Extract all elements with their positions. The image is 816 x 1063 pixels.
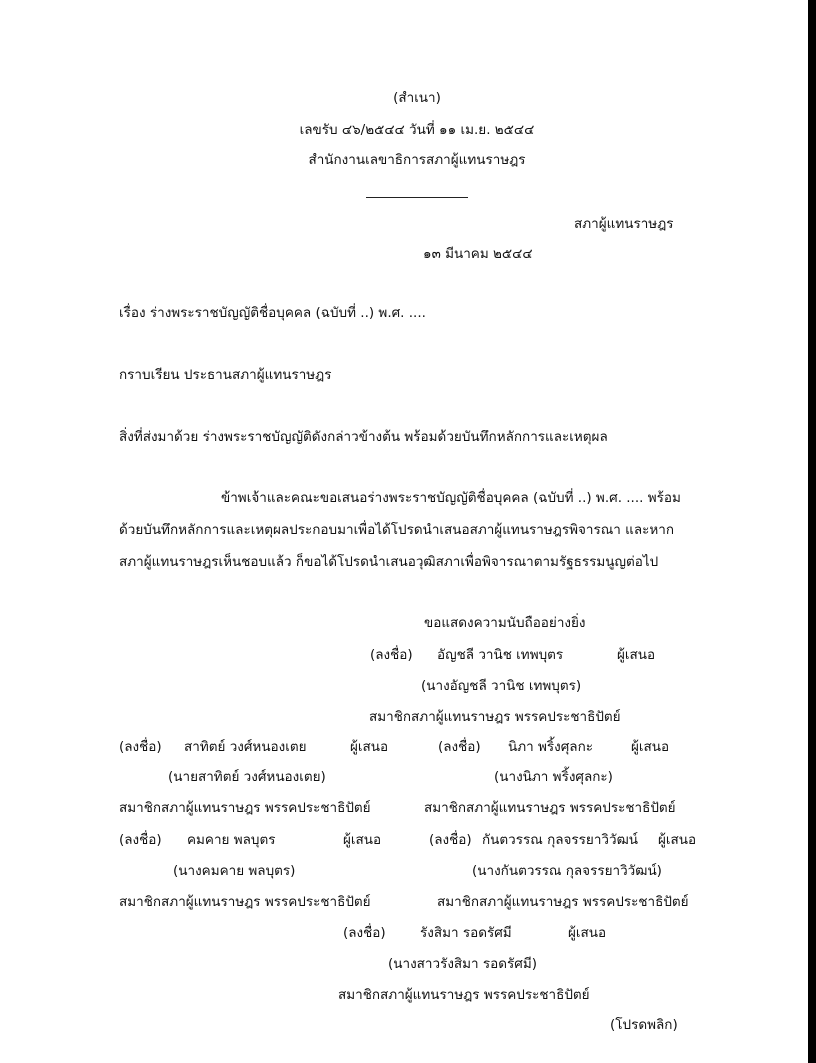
signatory-full-name: (นางกันตวรรณ กุลจรรยาวิวัฒน์) [472, 863, 662, 879]
proposer-label: ผู้เสนอ [631, 739, 670, 755]
proposer-label: ผู้เสนอ [658, 832, 697, 848]
signatory-position: สมาชิกสภาผู้แทนราษฎร พรรคประชาธิปัตย์ [424, 800, 676, 816]
body-paragraph-line-2: ด้วยบันทึกหลักการและเหตุผลประกอบมาเพื่อได้โปรดนำเสนอสภาผู้แทนราษฎรพิจารณา และหาก [119, 522, 675, 538]
proposer-label: ผู้เสนอ [617, 647, 656, 663]
signatory-full-name: (นางสาวรังสิมา รอดรัศมี) [388, 956, 538, 972]
signatory-name: อัญชลี วานิช เทพบุตร [437, 647, 564, 663]
signatory-full-name: (นางคมคาย พลบุตร) [173, 863, 296, 879]
signatory-position: สมาชิกสภาผู้แทนราษฎร พรรคประชาธิปัตย์ [437, 894, 689, 910]
signatory-position: สมาชิกสภาผู้แทนราษฎร พรรคประชาธิปัตย์ [338, 987, 590, 1003]
copy-mark: (สำเนา) [393, 90, 441, 106]
proposer-label: ผู้เสนอ [350, 739, 389, 755]
sign-label: (ลงชื่อ) [119, 832, 162, 848]
scan-edge [808, 0, 816, 1063]
closing: ขอแสดงความนับถืออย่างยิ่ง [424, 615, 586, 631]
sign-label: (ลงชื่อ) [119, 739, 162, 755]
signatory-full-name: (นายสาทิตย์ วงศ์หนองเตย) [168, 769, 326, 785]
receipt-number: เลขรับ ๔๖/๒๕๔๔ วันที่ ๑๑ เม.ย. ๒๕๔๔ [299, 122, 535, 138]
receiving-office: สำนักงานเลขาธิการสภาผู้แทนราษฎร [308, 152, 526, 168]
body-paragraph-line-3: สภาผู้แทนราษฎรเห็นชอบแล้ว ก็ขอได้โปรดนำเสนอวุฒิสภาเพื่อพิจารณาตามรัฐธรรมนูญต่อไป [119, 554, 659, 570]
signatory-position: สมาชิกสภาผู้แทนราษฎร พรรคประชาธิปัตย์ [369, 709, 621, 725]
body-paragraph-line-1: ข้าพเจ้าและคณะขอเสนอร่างพระราชบัญญัติชื่อบุคคล (ฉบับที่ ..) พ.ศ. .... พร้อม [221, 490, 681, 506]
origin-place: สภาผู้แทนราษฎร [574, 216, 674, 232]
sign-label: (ลงชื่อ) [438, 739, 481, 755]
salutation: กราบเรียน ประธานสภาผู้แทนราษฎร [119, 367, 332, 383]
proposer-label: ผู้เสนอ [343, 832, 382, 848]
sign-label: (ลงชื่อ) [429, 832, 472, 848]
enclosure-line: สิ่งที่ส่งมาด้วย ร่างพระราชบัญญัติดังกล่าวข้างต้น พร้อมด้วยบันทึกหลักการและเหตุผล [119, 429, 608, 445]
letter-date: ๑๓ มีนาคม ๒๕๔๔ [423, 246, 533, 262]
signatory-name: สาทิตย์ วงศ์หนองเตย [184, 739, 307, 755]
continue-note: (โปรดพลิก) [610, 1017, 678, 1033]
signatory-name: นิภา พริ้งศุลกะ [508, 739, 594, 755]
header-divider [366, 197, 468, 198]
sign-label: (ลงชื่อ) [370, 647, 413, 663]
signatory-name: รังสิมา รอดรัศมี [420, 925, 512, 941]
signatory-position: สมาชิกสภาผู้แทนราษฎร พรรคประชาธิปัตย์ [119, 800, 371, 816]
signatory-full-name: (นางอัญชลี วานิช เทพบุตร) [421, 678, 582, 694]
sign-label: (ลงชื่อ) [343, 925, 386, 941]
signatory-position: สมาชิกสภาผู้แทนราษฎร พรรคประชาธิปัตย์ [119, 894, 371, 910]
proposer-label: ผู้เสนอ [568, 925, 607, 941]
signatory-name: กันตวรรณ กุลจรรยาวิวัฒน์ [482, 832, 639, 848]
signatory-name: คมคาย พลบุตร [187, 832, 276, 848]
subject-line: เรื่อง ร่างพระราชบัญญัติชื่อบุคคล (ฉบับที่ ..) พ.ศ. .... [119, 305, 426, 321]
signatory-full-name: (นางนิภา พริ้งศุลกะ) [494, 769, 613, 785]
